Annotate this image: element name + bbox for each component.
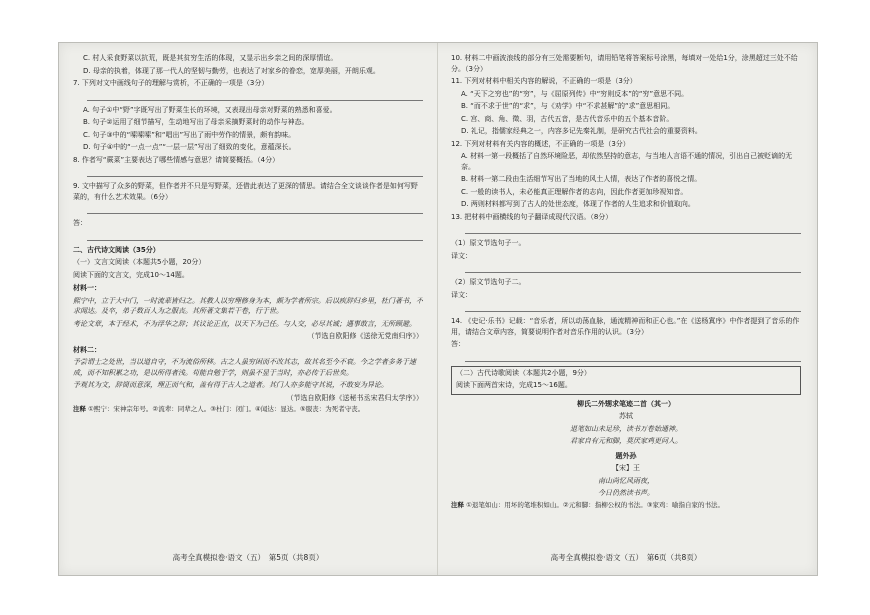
poem2-title: 题外孙	[615, 451, 637, 460]
left-question-list	[73, 53, 423, 214]
question-line: C. 村人采食野菜以抗荒，既是其贫穷生活的体现，又显示出乡亲之间的深厚情谊。	[83, 54, 338, 62]
page-footer: 高考全真模拟卷·语文（五） 第5页（共8页）	[172, 552, 324, 562]
poem1-author: 苏轼	[619, 412, 633, 420]
question-line: 13. 把材料中画横线的句子翻译成现代汉语。（8分）	[451, 212, 613, 221]
translation-line[interactable]	[465, 302, 801, 312]
page-fold	[437, 43, 438, 575]
question-line: C. 一般的读书人，未必能真正理解作者的志向，因此作者更加珍视知音。	[461, 187, 688, 196]
answer-line[interactable]	[465, 352, 801, 362]
question-line: 译文：	[451, 251, 472, 260]
answer-line[interactable]	[465, 224, 801, 234]
poem1-line: 退笔如山未足珍，读书万卷始通神。	[570, 424, 682, 433]
question-line: 7. 下列对文中画线句子的理解与赏析，不正确的一项是（3分）	[73, 79, 269, 87]
subsection-title: （二）古代诗歌阅读（本题共2小题，9分）	[456, 368, 591, 377]
question-line: 译文：	[451, 290, 472, 299]
question-line: 10. 材料二中画波浪线的部分有三处需要断句，请用铅笔将答案标号涂黑，每填对一处给1分，涂黑超过三处不给分。（3分）	[451, 54, 798, 73]
question-line: 14. 《史记·乐书》记载：“音乐者，所以动荡血脉，通流精神而和正心也。”在《送杨寘序》中作者提到了音乐的作用，请结合文章内容，简要说明作者对音乐作用的认识。（3分）	[451, 317, 800, 336]
material1-source: （节选自欧阳修《送徐无党南归序》）	[307, 332, 423, 340]
question-line: 12. 下列对材料有关内容的概述，不正确的一项是（3分）	[451, 139, 630, 148]
material2-body2: 予观其为文，辞简而意深，理正而气和，盖有得于古人之道者。其门人亦多能守其说，不敢妄为异论。	[73, 381, 388, 389]
material2-body: 予尝谓士之处世，当以道自守，不为流俗所移。古之人虽穷困而不改其志，故其名至今不衰。今之学者多务于速成，而不知积累之功，是以所得者浅。苟能自勉于学，则虽不显于当时，亦必传于后世矣。	[73, 358, 416, 377]
subsection-title: （一）文言文阅读（本题共5小题，20分）	[73, 258, 206, 266]
question-line: B. 句子②运用了细节描写，生动地写出了母亲采摘野菜时的动作与神态。	[83, 118, 309, 126]
question-line: A. 材料一第一段概括了自然环境险恶，却依然坚持的意志，与当地人言语不通的情况，引出自己被贬谪的无奈。	[461, 152, 793, 171]
answer-line[interactable]	[87, 167, 423, 177]
question-line: 8. 作者写“蕨菜”主要表达了哪些情感与意思？请简要概括。（4分）	[73, 155, 280, 164]
section-title: 二、古代诗文阅读（35分）	[73, 245, 160, 254]
poem2-author: 【宋】王	[612, 464, 640, 472]
answer-line[interactable]	[87, 91, 423, 101]
notes-label: 注释	[73, 405, 86, 413]
notes-text: ①熙宁：宋神宗年号。②流辈：同辈之人。③杜门：闭门。④闻达：显达。⑤服丧：为死者守丧。	[88, 405, 365, 413]
question-line: B. 材料一第二段由生活细节写出了当地的风土人情，表达了作者的喜悦之情。	[461, 175, 702, 183]
material1-title: 材料一：	[73, 284, 101, 292]
poem2-line: 南山尚忆风雨夜，	[598, 476, 654, 485]
question-line: C. 句子③中的“嗦嗦嗦”和“唱出”写出了雨中劳作的情景，颇有韵味。	[83, 130, 296, 139]
left-page	[73, 53, 423, 565]
notes-text: ①退笔如山：用坏的笔堆积如山。②元和脚：指柳公权的书法。③家鸡：喻指自家的书法。	[466, 500, 725, 509]
question-line: A. 句子①中“野”字既写出了野菜生长的环境，又表现出母亲对野菜的熟悉和喜爱。	[83, 105, 337, 114]
question-line: D. 礼记，指儒家经典之一，内容多记先秦礼制，是研究古代社会的重要资料。	[461, 127, 702, 135]
material1-body2: 考论文章，本于经术，不为浮华之辞；其议论正直，以天下为己任。与人交，必尽其诚；遇事敢言，无所顾避。	[73, 319, 416, 328]
poem1-title: 柳氏二外甥求笔迹二首（其一）	[577, 399, 675, 408]
question-line: D. 两则材料都写到了古人的处世态度，体现了作者的人生追求和价值取向。	[461, 200, 695, 208]
poem1-line: 君家自有元和脚，莫厌家鸡更问人。	[570, 437, 682, 445]
question-line: B. “而不求于世”的“求”，与《劝学》中“不求甚解”的“求”意思相同。	[461, 102, 675, 110]
notes-label: 注释	[451, 500, 464, 509]
exam-sheet	[58, 42, 818, 576]
material2-source: （节选自欧阳修《送秘书丞宋君归太学序》）	[286, 393, 423, 402]
answer-line[interactable]	[87, 231, 423, 241]
question-line: C. 宫、商、角、徵、羽，古代五音，是古代音乐中的五个基本音阶。	[461, 114, 674, 123]
question-line: 9. 文中描写了众多的野菜，但作者并不只是写野菜，还借此表达了更深的情思。请结合全文谈谈作者是如何写野菜的，有什么艺术效果。（6分）	[73, 182, 418, 201]
right-page	[451, 53, 801, 565]
right-question-list	[451, 53, 801, 337]
answer-label: 答：	[73, 219, 87, 227]
poem-section-box	[451, 366, 801, 395]
question-line: （2）原文节选句子二。	[451, 278, 526, 286]
material1-body: 熙宁中，立于大中门，一时流辈皆归之。其教人以穷理修身为本，颇为学者所宗。后以疾辞归乡里，杜门著书，不求闻达。及卒，弟子数百人为之服丧。其所著文集若干卷，行于世。	[73, 296, 423, 315]
translation-line[interactable]	[465, 263, 801, 273]
material2-title: 材料二：	[73, 345, 101, 354]
instruction: 阅读下面的文言文，完成10～14题。	[73, 270, 189, 279]
poem2-line: 今日仍然读书声。	[598, 489, 654, 497]
question-line: D. 母亲的执着，体现了那一代人的坚韧与勤劳，也表达了对家乡的眷恋，宽厚美丽，开朗乐观。	[83, 66, 380, 75]
answer-label: 答：	[451, 340, 465, 348]
question-line: D. 句子④中的“一点一点”“一层一层”写出了细致的变化，意蕴深长。	[83, 143, 296, 151]
answer-line[interactable]	[87, 204, 423, 214]
question-line: A. “天下之穷也”的“穷”，与《屈原列传》中“穷则反本”的“穷”意思不同。	[461, 89, 689, 98]
question-line: 11. 下列对材料中相关内容的解说，不正确的一项是（3分）	[451, 77, 637, 85]
question-line: （1）原文节选句子一。	[451, 239, 526, 247]
page-footer: 高考全真模拟卷·语文（五） 第6页（共8页）	[550, 552, 702, 562]
instruction: 阅读下面两首宋诗，完成15～16题。	[456, 381, 572, 389]
